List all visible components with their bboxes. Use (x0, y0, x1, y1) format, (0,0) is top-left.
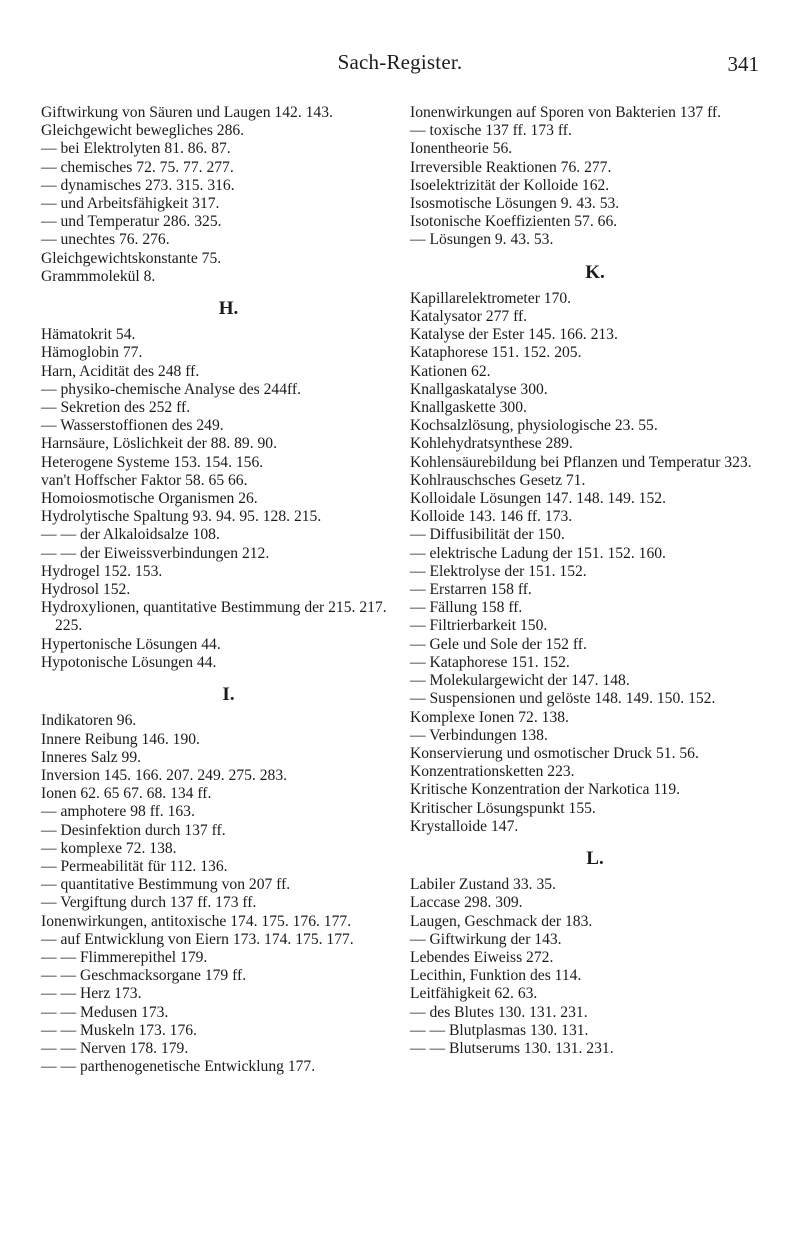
index-entry: Gleichgewicht bewegliches 286. (41, 122, 245, 140)
index-entry: — — Nerven 178. 179. (41, 1039, 189, 1057)
index-entry: — Suspensionen und gelöste 148. 149. 150. 152. (410, 690, 716, 708)
index-entry: Kapillarelektrometer 170. (410, 289, 572, 307)
index-entry: — — Flimmerepithel 179. (41, 948, 208, 966)
section-letter: K. (585, 261, 605, 283)
index-entry: van't Hoffscher Faktor 58. 65 66. (41, 471, 248, 489)
index-entry: Hämoglobin 77. (41, 344, 143, 362)
index-entry: Laugen, Geschmack der 183. (410, 912, 593, 930)
index-entry: Hydrolytische Spaltung 93. 94. 95. 128. 215. (41, 508, 322, 526)
index-entry: Grammmolekül 8. (41, 267, 156, 285)
page-number: 341 (727, 52, 759, 76)
index-entry: — Filtrierbarkeit 150. (410, 617, 548, 635)
index-entry: Kritische Konzentration der Narkotica 119. (410, 781, 681, 799)
index-entry: — Kataphorese 151. 152. (410, 653, 570, 671)
index-entry: — und Arbeitsfähigkeit 317. (41, 195, 220, 213)
index-entry: Kationen 62. (410, 362, 491, 380)
index-entry: — Fällung 158 ff. (410, 599, 523, 617)
index-entry: — amphotere 98 ff. 163. (41, 803, 195, 821)
index-entry: Kohlrauschsches Gesetz 71. (410, 471, 586, 489)
section-letter: H. (218, 298, 239, 320)
index-entry: Ionenwirkungen auf Sporen von Bakterien 137 ff. (410, 104, 722, 121)
index-entry: Ionenwirkungen, antitoxische 174. 175. 176. 177. (41, 912, 352, 930)
index-entry: — Erstarren 158 ff. (410, 581, 532, 599)
index-entry: Innere Reibung 146. 190. (41, 730, 200, 748)
index-entry: — Giftwirkung der 143. (410, 930, 562, 948)
index-column-left (41, 104, 416, 1076)
index-entry: Indikatoren 96. (41, 712, 137, 730)
index-entry: — — Muskeln 173. 176. (41, 1021, 197, 1039)
index-entry: Kohlehydratsynthese 289. (410, 435, 573, 453)
index-entry: Knallgaskatalyse 300. (410, 380, 548, 398)
index-entry: Gleichgewichtskonstante 75. (41, 249, 222, 267)
section-letter: I. (222, 684, 235, 706)
index-entry: — komplexe 72. 138. (41, 839, 177, 857)
index-entry: — — Medusen 173. (41, 1003, 169, 1021)
index-entry: Hämatokrit 54. (41, 326, 136, 344)
index-entry: — — Blutserums 130. 131. 231. (410, 1039, 614, 1057)
index-entry: Hydroxylionen, quantitative Bestimmung der 215. 217. 225. (41, 599, 387, 635)
index-entry: — Molekulargewicht der 147. 148. (410, 672, 630, 690)
index-entry: — — parthenogenetische Entwicklung 177. (41, 1058, 316, 1076)
index-entry: — — Herz 173. (41, 985, 142, 1003)
index-entry: Ionentheorie 56. (410, 140, 513, 158)
index-entry: Labiler Zustand 33. 35. (410, 876, 556, 894)
index-entry: Kolloide 143. 146 ff. 173. (410, 508, 573, 526)
index-entry: Lecithin, Funktion des 114. (410, 967, 582, 985)
index-entry: — Elektrolyse der 151. 152. (410, 562, 587, 580)
index-entry: Isosmotische Lösungen 9. 43. 53. (410, 195, 620, 213)
index-entry: — toxische 137 ff. 173 ff. (410, 122, 572, 140)
index-entry: — bei Elektrolyten 81. 86. 87. (41, 140, 231, 158)
index-entry: — Gele und Sole der 152 ff. (410, 635, 587, 653)
page-header (0, 50, 800, 82)
index-entry: Kochsalzlösung, physiologische 23. 55. (410, 417, 658, 435)
index-entry: Krystalloide 147. (410, 817, 519, 835)
index-entry: — Diffusibilität der 150. (410, 526, 565, 544)
index-entry: Ionen 62. 65 67. 68. 134 ff. (41, 785, 212, 803)
index-entry: — des Blutes 130. 131. 231. (410, 1003, 588, 1021)
index-entry: — auf Entwicklung von Eiern 173. 174. 175. 177. (41, 930, 354, 948)
index-entry: Komplexe Ionen 72. 138. (410, 708, 569, 726)
index-entry: Inneres Salz 99. (41, 748, 142, 766)
index-entry: — und Temperatur 286. 325. (41, 213, 222, 231)
index-entry: — — Blutplasmas 130. 131. (410, 1021, 589, 1039)
index-entry: Harn, Acidität des 248 ff. (41, 362, 200, 380)
index-entry: Konzentrationsketten 223. (410, 763, 575, 781)
index-entry: — — der Alkaloidsalze 108. (41, 526, 220, 544)
index-entry: — dynamisches 273. 315. 316. (41, 176, 235, 194)
index-entry: Hydrogel 152. 153. (41, 562, 163, 580)
running-title: Sach-Register. (337, 50, 463, 74)
index-entry: — — Geschmacksorgane 179 ff. (41, 967, 247, 985)
index-entry: Kolloidale Lösungen 147. 148. 149. 152. (410, 490, 666, 508)
index-entry: Kataphorese 151. 152. 205. (410, 344, 582, 362)
index-entry: Heterogene Systeme 153. 154. 156. (41, 453, 264, 471)
index-entry: Inversion 145. 166. 207. 249. 275. 283. (41, 766, 288, 784)
index-entry: — — der Eiweissverbindungen 212. (41, 544, 270, 562)
index-entry: Hypotonische Lösungen 44. (41, 653, 217, 671)
index-entry: — Wasserstoffionen des 249. (41, 417, 224, 435)
index-entry: — Permeabilität für 112. 136. (41, 857, 228, 875)
index-entry: Katalyse der Ester 145. 166. 213. (410, 326, 618, 344)
index-entry: — quantitative Bestimmung von 207 ff. (41, 876, 291, 894)
index-entry: — elektrische Ladung der 151. 152. 160. (410, 544, 666, 562)
index-entry: Harnsäure, Löslichkeit der 88. 89. 90. (41, 435, 278, 453)
index-entry: — unechtes 76. 276. (41, 231, 170, 249)
index-entry: Homoiosmotische Organismen 26. (41, 490, 258, 508)
index-entry: Isotonische Koeffizienten 57. 66. (410, 213, 618, 231)
index-entry: Leitfähigkeit 62. 63. (410, 985, 538, 1003)
index-entry: Laccase 298. 309. (410, 894, 523, 912)
index-column-right (410, 104, 780, 1058)
section-letter: L. (586, 847, 604, 869)
index-entry: Kohlensäurebildung bei Pflanzen und Temperatur 323. (410, 453, 752, 471)
index-entry: Giftwirkung von Säuren und Laugen 142. 143. (41, 104, 333, 121)
index-entry: Lebendes Eiweiss 272. (410, 948, 554, 966)
index-entry: Kritischer Lösungspunkt 155. (410, 799, 596, 817)
index-entry: Isoelektrizität der Kolloide 162. (410, 176, 610, 194)
index-entry: — chemisches 72. 75. 77. 277. (41, 158, 234, 176)
index-entry: Hypertonische Lösungen 44. (41, 635, 221, 653)
index-entry: Hydrosol 152. (41, 581, 131, 599)
index-entry: — Sekretion des 252 ff. (41, 399, 191, 417)
index-entry: Knallgaskette 300. (410, 399, 527, 417)
index-entry: — Verbindungen 138. (410, 726, 548, 744)
index-entry: Irreversible Reaktionen 76. 277. (410, 158, 612, 176)
index-entry: — Desinfektion durch 137 ff. (41, 821, 226, 839)
index-entry: — Lösungen 9. 43. 53. (410, 231, 554, 249)
index-entry: — physiko-chemische Analyse des 244ff. (41, 380, 301, 398)
index-entry: — Vergiftung durch 137 ff. 173 ff. (41, 894, 257, 912)
index-entry: Konservierung und osmotischer Druck 51. 56. (410, 744, 699, 762)
index-entry: Katalysator 277 ff. (410, 308, 528, 326)
